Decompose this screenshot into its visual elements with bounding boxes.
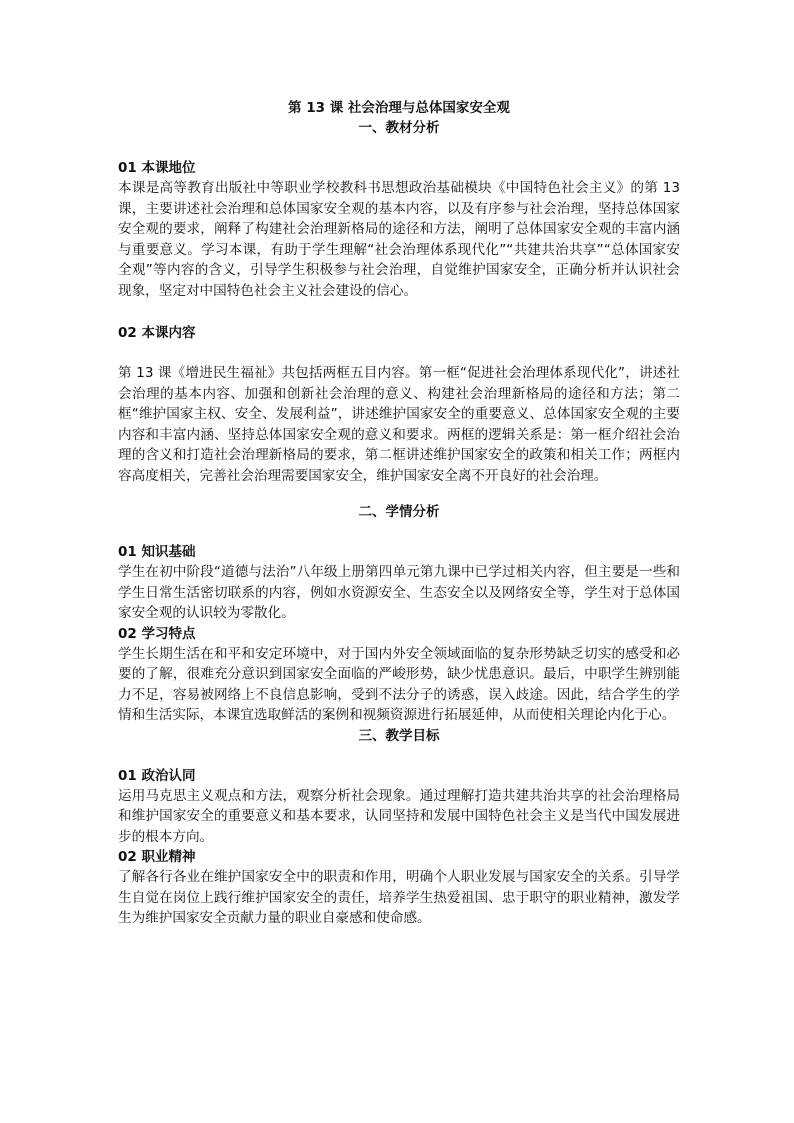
paragraph-lesson-position: 本课是高等教育出版社中等职业学校教科书思想政治基础模块《中国特色社会主义》的第 13 课，主要讲述社会治理和总体国家安全观的基本内容，以及有序参与社会治理，坚持总体国家安全观的要求，阐释了构建社会治理新格局的途径和方法，阐明了总体国家安全观的丰富内涵与重要意义。学习本课，有助于学生理解“社会治理体系现代化”“共建共治共享”“总体国家安全观”等内容的含义，引导学生积极参与社会治理，自觉维护国家安全，正确分析并认识社会现象，坚定对中国特色社会主义社会建设的信心。: [118, 180, 680, 299]
section-heading-textbook-analysis: 一、教材分析: [358, 120, 440, 136]
spacer: [118, 301, 680, 323]
subheading-lesson-content: 02 本课内容: [118, 325, 196, 341]
spacer: [118, 343, 680, 363]
section-heading-student-analysis: 二、学情分析: [358, 504, 440, 520]
document-title: 第 13 课 社会治理与总体国家安全观: [288, 100, 510, 116]
paragraph-political-identity: 运用马克思主义观点和方法，观察分析社会现象。通过理解打造共建共治共享的社会治理格局和维护国家安全的重要意义和基本要求，认同坚持和发展中国特色社会主义是当代中国发展进步的根本方向。: [118, 787, 680, 845]
spacer: [118, 486, 680, 502]
paragraph-professional-spirit: 了解各行各业在维护国家安全中的职责和作用，明确个人职业发展与国家安全的关系。引导学生自觉在岗位上践行维护国家安全的责任，培养学生热爱祖国、忠于职守的职业精神，激发学生为维护国家安全贡献力量的职业自豪感和使命感。: [118, 869, 680, 926]
subheading-knowledge-base: 01 知识基础: [118, 544, 196, 560]
subheading-professional-spirit: 02 职业精神: [118, 849, 196, 865]
subheading-lesson-position: 01 本课地位: [118, 160, 196, 176]
paragraph-learning-features: 学生长期生活在和平和安定环境中，对于国内外安全领域面临的复杂形势缺乏切实的感受和必要的了解，很难充分意识到国家安全面临的严峻形势，缺少忧患意识。最后，中职学生辨别能力不足，容易被网络上不良信息影响，受到不法分子的诱惑，误入歧途。因此，结合学生的学情和生活实际，本课宜选取鲜活的案例和视频资源进行拓展延伸，从而使相关理论内化于心。: [118, 645, 680, 723]
spacer: [118, 138, 680, 158]
spacer: [118, 746, 680, 766]
spacer: [118, 522, 680, 542]
section-heading-teaching-objectives: 三、教学目标: [358, 727, 440, 744]
paragraph-knowledge-base: 学生在初中阶段“道德与法治”八年级上册第四单元第九课中已学过相关内容，但主要是一些和学生日常生活密切联系的内容，例如水资源安全、生态安全以及网络安全等，学生对于总体国家安全观的认识较为零散化。: [118, 564, 680, 621]
subheading-political-identity: 01 政治认同: [118, 767, 196, 784]
paragraph-lesson-content: 第 13 课《增进民生福祉》共包括两框五目内容。第一框“促进社会治理体系现代化”，讲述社会治理的基本内容、加强和创新社会治理的意义、构建社会治理新格局的途径和方法；第二框“维护国家主权、安全、发展利益”，讲述维护国家安全的重要意义、总体国家安全观的主要内容和丰富内涵、坚持总体国家安全观的意义和要求。两框的逻辑关系是：第一框介绍社会治理的含义和打造社会治理新格局的要求，第二框讲述维护国家安全的政策和相关工作；两框内容高度相关，完善社会治理需要国家安全，维护国家安全离不开良好的社会治理。: [118, 365, 680, 484]
document-page: [118, 98, 680, 929]
subheading-learning-features: 02 学习特点: [118, 625, 196, 642]
